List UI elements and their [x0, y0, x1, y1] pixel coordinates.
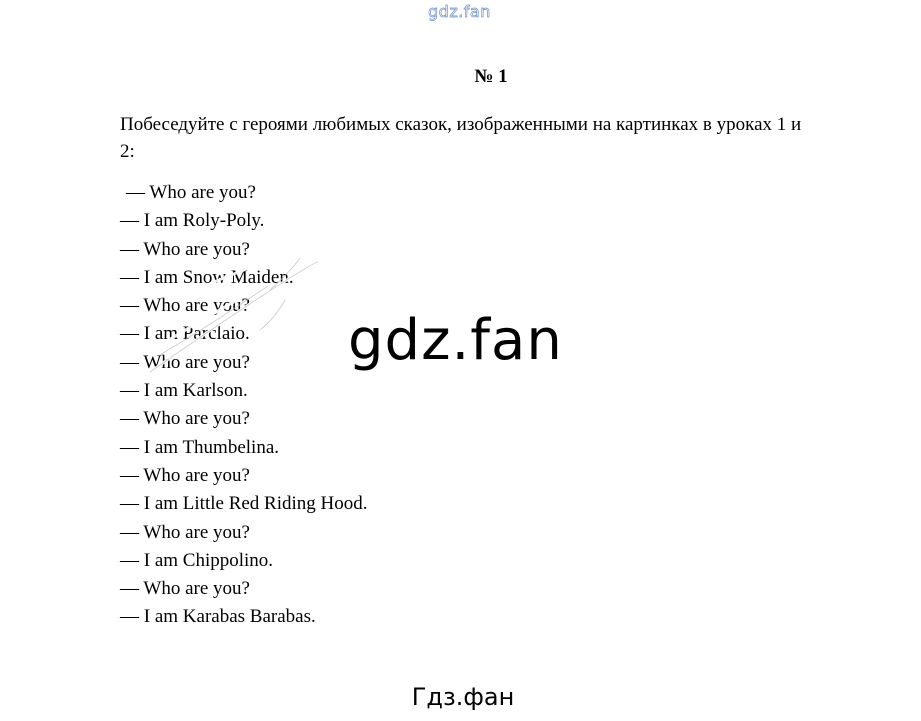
dialogue-line: — I am Karabas Barabas.	[120, 606, 316, 628]
dialogue-line: — Who are you?	[120, 578, 250, 600]
top-watermark: gdz.fan	[428, 2, 491, 21]
dialogue-line: — I am Karlson.	[120, 380, 248, 402]
dialogue-line: — I am Thumbelina.	[120, 436, 280, 458]
exercise-instruction: Побеседуйте с героями любимых сказок, изображенными на картинках в уроках 1 и 2:	[120, 114, 802, 162]
dialogue-line: — Who are you?	[120, 408, 250, 430]
center-watermark: gdz.fan	[348, 308, 563, 373]
dialogue-line: — I am Snow Maiden.	[120, 266, 294, 288]
dialogue-line: — Who are you?	[120, 238, 250, 260]
dialogue-list	[120, 179, 368, 632]
dialogue-line: — Who are you?	[120, 521, 250, 543]
dialogue-line: — Who are you?	[120, 464, 250, 486]
dialogue-line: — I am Parclaio.	[120, 323, 250, 345]
bottom-watermark: Гдз.фан	[411, 683, 515, 711]
exercise-number: № 1	[474, 66, 508, 87]
dialogue-line: — I am Chippolino.	[120, 549, 274, 571]
dialogue-line: — Who are you?	[120, 351, 250, 373]
dialogue-line: — Who are you?	[126, 182, 256, 203]
dialogue-line: — I am Roly-Poly.	[120, 210, 265, 232]
dialogue-line: — I am Little Red Riding Hood.	[120, 493, 368, 515]
dialogue-line: — Who are you?	[120, 295, 250, 317]
